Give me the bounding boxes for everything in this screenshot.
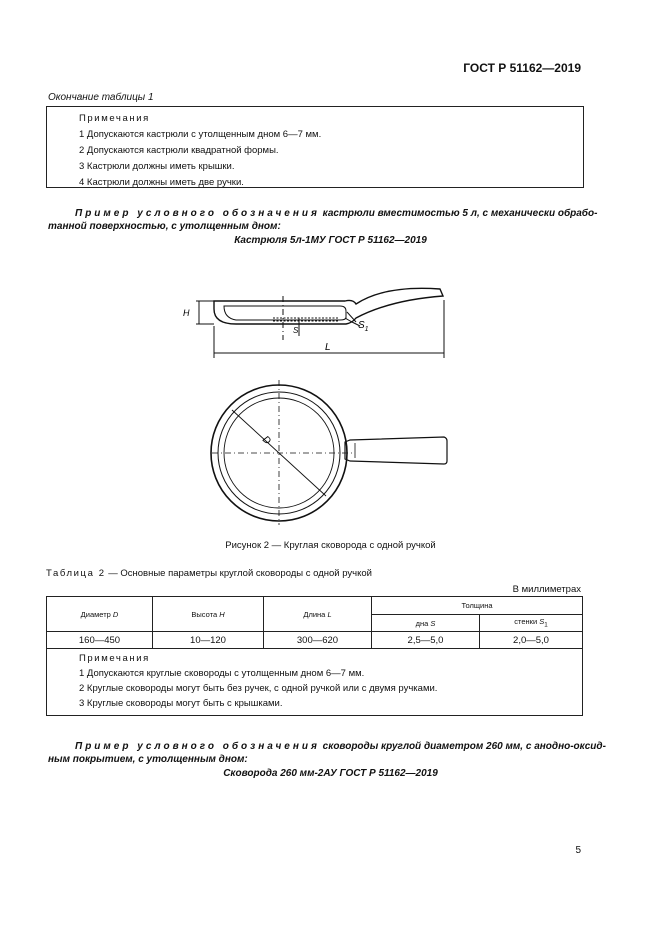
cell-bottom: 2,5—5,0 — [372, 632, 480, 649]
note-item: 3 Круглые сковороды могут быть с крышками. — [79, 698, 283, 709]
header-diameter: Диаметр D — [47, 597, 153, 632]
header-bottom: дна S — [372, 615, 480, 632]
table2-caption-text: — Основные параметры круглой сковороды с одной ручкой — [105, 568, 372, 579]
example2-line1 — [75, 740, 606, 754]
table1-continuation-caption: Окончание таблицы 1 — [48, 92, 154, 103]
table2-caption-prefix: Таблица 2 — [46, 568, 106, 579]
dim-label-S1: $S_1$ — [358, 320, 369, 333]
page-number: 5 — [575, 845, 581, 856]
dim-label-H: H — [183, 308, 190, 318]
cell-height: 10—120 — [153, 632, 264, 649]
table2-units: В миллиметрах — [512, 584, 581, 595]
document-header-standard: ГОСТ Р 51162—2019 — [463, 61, 581, 75]
example1-designation: Кастрюля 5л-1МУ ГОСТ Р 51162—2019 — [234, 235, 427, 246]
example-text: кастрюли вместимостью 5 л, с механически обрабо- — [319, 208, 598, 219]
note-item: 1 Допускаются круглые сковороды с утолщенным дном 6—7 мм. — [79, 668, 365, 679]
note-item: 3 Кастрюли должны иметь крышки. — [79, 161, 235, 172]
table2-caption — [46, 568, 372, 579]
note-item: 1 Допускаются кастрюли с утолщенным дном 6—7 мм. — [79, 129, 322, 140]
pan-side-view — [196, 288, 444, 358]
example-label: Пример условного обозначения — [75, 208, 320, 219]
cell-diameter: 160—450 — [47, 632, 153, 649]
note-item: 2 Допускаются кастрюли квадратной формы. — [79, 145, 279, 156]
note-item: 2 Круглые сковороды могут быть без ручек, с одной ручкой или с двумя ручками. — [79, 683, 438, 694]
cell-wall: 2,0—5,0 — [480, 632, 583, 649]
table2-notes — [47, 649, 583, 716]
example1-line2: танной поверхностью, с утолщенным дном: — [48, 221, 281, 232]
notes-title: Примечания — [79, 113, 150, 124]
dim-label-S: S — [293, 326, 299, 335]
header-wall: стенки $S_1$ — [480, 615, 583, 632]
example-text: сковороды круглой диаметром 260 мм, с анодно-оксид- — [319, 741, 606, 752]
example2-line2: ным покрытием, с утолщенным дном: — [48, 754, 248, 765]
figure-caption: Рисунок 2 — Круглая сковорода с одной ручкой — [225, 540, 436, 551]
pan-top-view — [211, 380, 447, 525]
dim-label-L: L — [325, 342, 331, 353]
header-thickness: Толщина — [372, 597, 583, 615]
example2-designation: Сковорода 260 мм-2АУ ГОСТ Р 51162—2019 — [223, 768, 438, 779]
header-height: Высота H — [153, 597, 264, 632]
table2 — [46, 596, 583, 716]
cell-length: 300—620 — [264, 632, 372, 649]
note-item: 4 Кастрюли должны иметь две ручки. — [79, 177, 244, 188]
header-length: Длина L — [264, 597, 372, 632]
dim-label-D: D — [259, 434, 273, 448]
notes-title: Примечания — [79, 653, 150, 664]
example-label: Пример условного обозначения — [75, 741, 320, 752]
